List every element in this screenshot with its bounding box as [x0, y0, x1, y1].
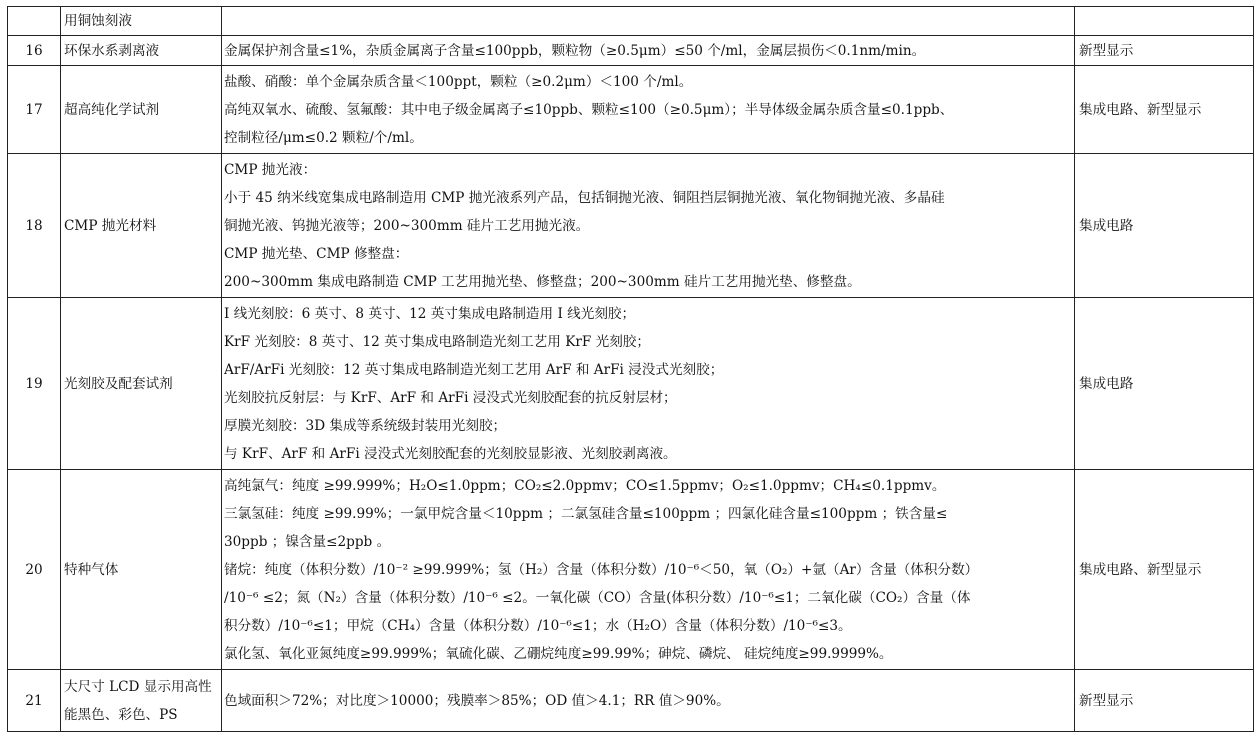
requirement-line: 三氯氢硅：纯度 ≥99.99%；一氯甲烷含量＜10ppm ；二氯氢硅含量≤100ppm ；四氯化硅含量≤100ppm ；铁含量≤ — [224, 505, 948, 522]
application-field: 集成电路 — [1075, 298, 1254, 470]
table-row — [8, 36, 1254, 66]
product-name: 光刻胶及配套试剂 — [61, 298, 222, 470]
requirement-line: 锗烷：纯度（体积分数）/10⁻² ≥99.999%；氢（H₂）含量（体积分数）/10⁻⁶＜50，氧（O₂）+氩（Ar）含量（体积分数） — [224, 561, 979, 578]
row-number: 20 — [8, 470, 61, 670]
application-field: 集成电路、新型显示 — [1075, 470, 1254, 670]
application-field: 新型显示 — [1075, 36, 1254, 66]
table-body — [8, 7, 1254, 732]
requirement-line: 厚膜光刻胶：3D 集成等系统级封装用光刻胶； — [224, 417, 507, 434]
requirement-line: CMP 抛光垫、CMP 修整盘： — [224, 245, 409, 262]
table-row — [8, 7, 1254, 36]
application-field — [1075, 7, 1254, 36]
requirements-cell — [222, 670, 1075, 732]
application-field: 集成电路 — [1075, 154, 1254, 298]
product-name — [61, 670, 222, 732]
requirement-line: /10⁻⁶ ≤2；氮（N₂）含量（体积分数）/10⁻⁶ ≤2。一氧化碳（CO）含量(体积分数）/10⁻⁶≤1；二氧化碳（CO₂）含量（体 — [224, 589, 971, 606]
requirement-line: 高纯双氧水、硫酸、氢氟酸：其中电子级金属离子≤10ppb、颗粒≤100（≥0.5μm）；半导体级金属杂质含量≤0.1ppb、 — [224, 101, 954, 118]
table-row — [8, 470, 1254, 670]
requirement-line: 200~300mm 集成电路制造 CMP 工艺用抛光垫、修整盘；200~300mm 硅片工艺用抛光垫、修整盘。 — [224, 273, 861, 290]
table-row — [8, 670, 1254, 732]
requirement-line: 色域面积＞72%；对比度＞10000；残膜率＞85%；OD 值＞4.1；RR 值＞90%。 — [224, 692, 730, 709]
row-number: 18 — [8, 154, 61, 298]
requirements-cell — [222, 154, 1075, 298]
table-row — [8, 298, 1254, 470]
requirement-line: CMP 抛光液： — [224, 161, 317, 178]
requirement-line: ArF/ArFi 光刻胶：12 英寸集成电路制造光刻工艺用 ArF 和 ArFi 浸没式光刻胶； — [224, 361, 724, 378]
product-name: 环保水系剥离液 — [61, 36, 222, 66]
product-name: 用铜蚀刻液 — [61, 7, 222, 36]
requirement-line: I 线光刻胶：6 英寸、8 英寸、12 英寸集成电路制造用 I 线光刻胶； — [224, 305, 636, 322]
row-number: 19 — [8, 298, 61, 470]
requirements-cell — [222, 298, 1075, 470]
application-field: 集成电路、新型显示 — [1075, 66, 1254, 154]
requirements-cell — [222, 36, 1075, 66]
requirement-line: 控制粒径/μm≤0.2 颗粒/个/ml。 — [224, 129, 423, 146]
requirement-line: 氯化氢、氧化亚氮纯度≥99.999%；氧硫化碳、乙硼烷纯度≥99.99%；砷烷、磷烷、 硅烷纯度≥99.9999%。 — [224, 645, 893, 662]
requirement-line: 光刻胶抗反射层：与 KrF、ArF 和 ArFi 浸没式光刻胶配套的抗反射层材； — [224, 389, 677, 406]
requirements-cell — [222, 7, 1075, 36]
requirements-cell — [222, 470, 1075, 670]
application-field: 新型显示 — [1075, 670, 1254, 732]
product-name-text: 大尺寸 LCD 显示用高性能黑色、彩色、PS — [64, 678, 212, 723]
requirement-line: 30ppb ；镍含量≤2ppb 。 — [224, 533, 391, 550]
requirement-line: 与 KrF、ArF 和 ArFi 浸没式光刻胶配套的光刻胶显影液、光刻胶剥离液。 — [224, 445, 677, 462]
requirement-line: 铜抛光液、钨抛光液等；200~300mm 硅片工艺用抛光液。 — [224, 217, 590, 234]
product-name: CMP 抛光材料 — [61, 154, 222, 298]
requirement-line: KrF 光刻胶：8 英寸、12 英寸集成电路制造光刻工艺用 KrF 光刻胶； — [224, 333, 650, 350]
requirement-line: 高纯氯气：纯度 ≥99.999%；H₂O≤1.0ppm；CO₂≤2.0ppmv；CO≤1.5ppmv；O₂≤1.0ppmv；CH₄≤0.1ppmv。 — [224, 477, 946, 494]
row-number: 21 — [8, 670, 61, 732]
product-name: 超高纯化学试剂 — [61, 66, 222, 154]
requirements-cell — [222, 66, 1075, 154]
requirement-line: 小于 45 纳米线宽集成电路制造用 CMP 抛光液系列产品，包括铜抛光液、铜阻挡层铜抛光液、氧化物铜抛光液、多晶硅 — [224, 189, 945, 206]
row-number: 16 — [8, 36, 61, 66]
requirement-line: 盐酸、硝酸：单个金属杂质含量＜100ppt，颗粒（≥0.2μm）＜100 个/ml。 — [224, 73, 693, 90]
table-row — [8, 66, 1254, 154]
requirement-line: 积分数）/10⁻⁶≤1；甲烷（CH₄）含量（体积分数）/10⁻⁶≤1；水（H₂O）含量（体积分数）/10⁻⁶≤3。 — [224, 617, 852, 634]
requirements-table — [7, 6, 1254, 732]
row-number — [8, 7, 61, 36]
table-row — [8, 154, 1254, 298]
row-number: 17 — [8, 66, 61, 154]
requirement-line: 金属保护剂含量≤1%，杂质金属离子含量≤100ppb，颗粒物（≥0.5μm）≤50 个/ml，金属层损伤＜0.1nm/min。 — [224, 42, 926, 59]
product-name: 特种气体 — [61, 470, 222, 670]
